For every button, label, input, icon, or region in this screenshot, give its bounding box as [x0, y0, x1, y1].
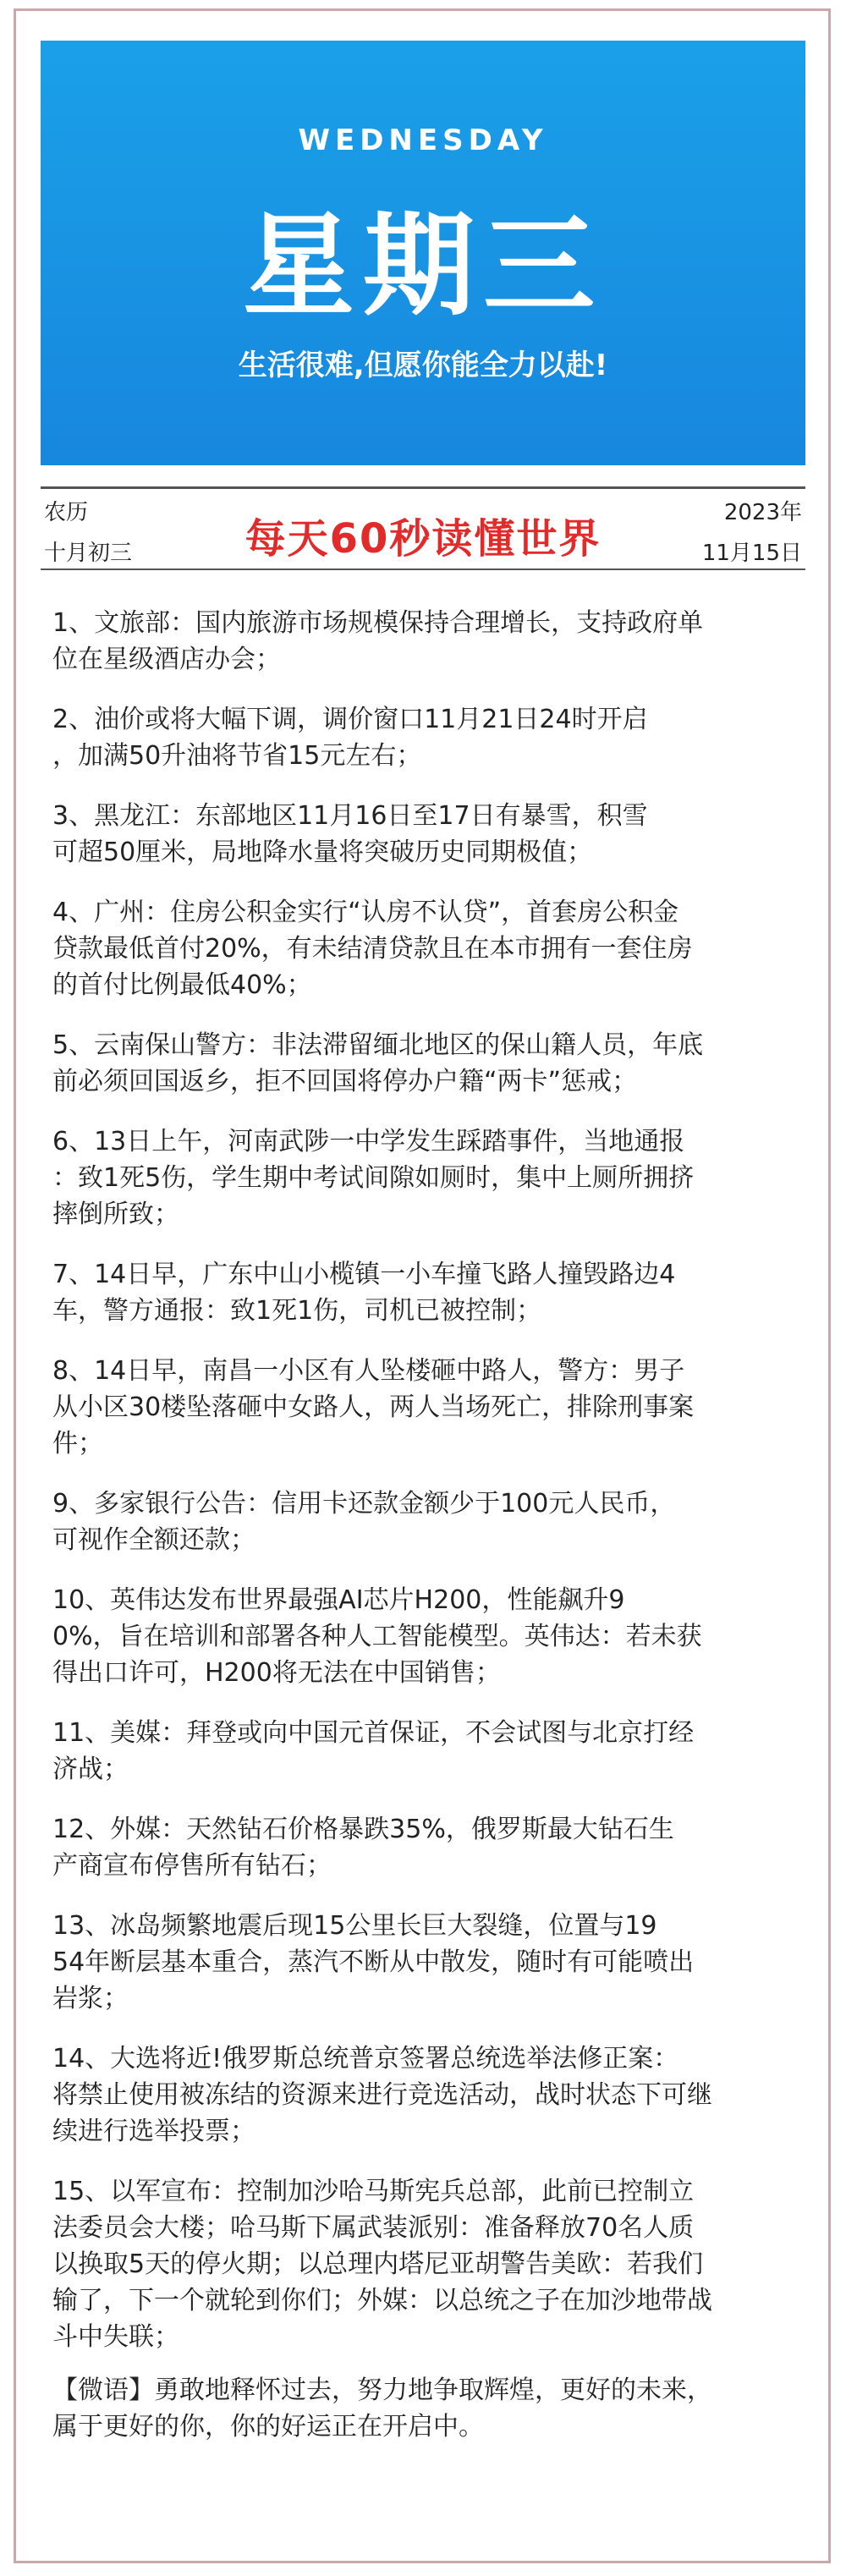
- news-item: 12、外媒：天然钻石价格暴跌35%，俄罗斯最大钻石生 产商宣布停售所有钻石；: [52, 1815, 674, 1881]
- news-item: 15、以军宣布：控制加沙哈马斯宪兵总部，此前已控制立 法委员会大楼；哈马斯下属武装派别：准备释放70名人质 以换取5天的停火期；以总理内塔尼亚胡警告美欧：若我们 输了，下一个就轮到你们；外媒：以总统之子在加沙地带战 斗中失联；: [52, 2177, 712, 2352]
- news-item: 4、广州：住房公积金实行“认房不认贷”，首套房公积金 贷款最低首付20%，有未结清贷款且在本市拥有一套住房 的首付比例最低40%；: [52, 898, 693, 1000]
- news-item: 7、14日早，广东中山小榄镇一小车撞飞路人撞毁路边4 车，警方通报：致1死1伤，司机已被控制；: [52, 1260, 676, 1326]
- header-rule-top: [41, 486, 805, 489]
- daily-quote: 【微语】勇敢地释怀过去，努力地争取辉煌，更好的未来， 属于更好的你，你的好运正在开启中。: [52, 2376, 712, 2441]
- year: 2023年: [723, 500, 802, 525]
- news-item: 13、冰岛频繁地震后现15公里长巨大裂缝，位置与19 54年断层基本重合，蒸汽不断从中散发，随时有可能喷出 岩浆；: [52, 1911, 695, 2013]
- header-rule-bottom: [41, 568, 805, 570]
- news-item: 11、美媒：拜登或向中国元首保证，不会试图与北京打经 济战；: [52, 1718, 695, 1784]
- news-item: 1、文旅部：国内旅游市场规模保持合理增长，支持政府单 位在星级酒店办会；: [52, 608, 704, 674]
- news-list: [52, 605, 797, 2469]
- news-item: 14、大选将近!俄罗斯总统普京签署总统选举法修正案： 将禁止使用被冻结的资源来进行竞选活动，战时状态下可继 续进行选举投票；: [52, 2044, 712, 2146]
- news-item: 5、云南保山警方：非法滞留缅北地区的保山籍人员，年底 前必须回国返乡，拒不回国将停办户籍“两卡”惩戒；: [52, 1030, 704, 1096]
- news-item: 2、油价或将大幅下调，调价窗口11月21日24时开启 ，加满50升油将节省15元左右；: [52, 705, 648, 771]
- weekday-english: WEDNESDAY: [298, 124, 548, 157]
- motto: 生活很难,但愿你能全力以赴!: [238, 349, 608, 382]
- news-item: 8、14日早，南昌一小区有人坠楼砸中路人，警方：男子 从小区30楼坠落砸中女路人，两人当场死亡，排除刑事案 件；: [52, 1356, 695, 1458]
- lunar-date: 十月初三: [44, 541, 133, 566]
- news-item: 6、13日上午，河南武陟一中学发生踩踏事件，当地通报 ：致1死5伤，学生期中考试间隙如厕时，集中上厕所拥挤 摔倒所致；: [52, 1127, 695, 1229]
- page-title: 每天60秒读懂世界: [244, 515, 602, 563]
- lunar-label: 农历: [44, 500, 89, 525]
- weekday-chinese: 星期三: [243, 201, 603, 332]
- news-item: 3、黑龙江：东部地区11月16日至17日有暴雪，积雪 可超50厘米，局地降水量将突破历史同期极值；: [52, 801, 648, 867]
- news-item: 9、多家银行公告：信用卡还款金额少于100元人民币， 可视作全额还款；: [52, 1489, 676, 1555]
- weekday-banner: [41, 41, 805, 465]
- date: 11月15日: [701, 541, 802, 566]
- news-item: 10、英伟达发布世界最强AI芯片H200，性能飙升9 0%，旨在培训和部署各种人工智能模型。英伟达：若未获 得出口许可，H200将无法在中国销售；: [52, 1585, 702, 1688]
